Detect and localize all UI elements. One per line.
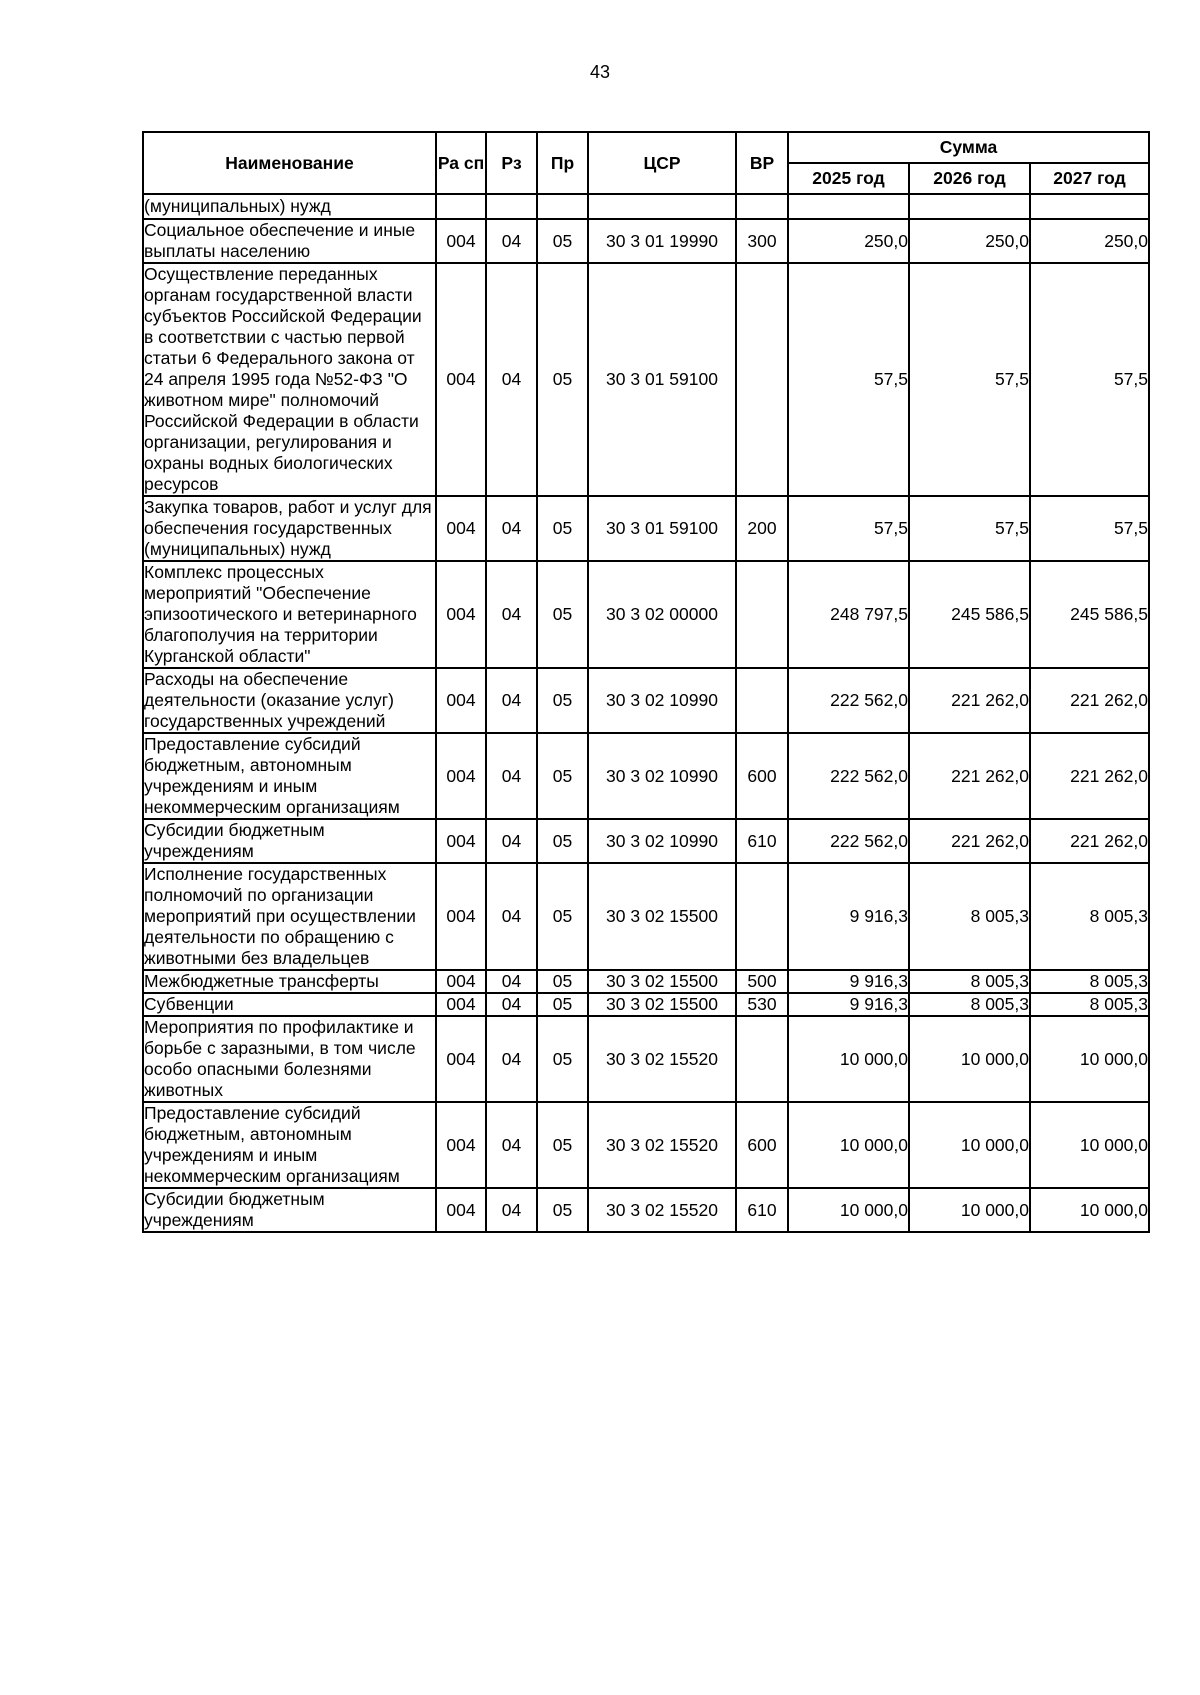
row-name: Расходы на обеспечение деятельности (оказание услуг) государственных учреждений xyxy=(143,668,436,733)
header-rz: Рз xyxy=(486,132,537,194)
row-pr: 05 xyxy=(537,733,588,819)
row-name: Социальное обеспечение и иные выплаты населению xyxy=(143,219,436,263)
row-vr xyxy=(736,263,788,496)
row-2026: 8 005,3 xyxy=(909,970,1030,993)
row-vr: 610 xyxy=(736,819,788,863)
row-rasp: 004 xyxy=(436,496,486,561)
table-row xyxy=(143,819,1149,863)
row-pr: 05 xyxy=(537,668,588,733)
row-rz: 04 xyxy=(486,1016,537,1102)
row-name: Мероприятия по профилактике и борьбе с заразными, в том числе особо опасными болезнями животных xyxy=(143,1016,436,1102)
row-rasp: 004 xyxy=(436,819,486,863)
row-rasp: 004 xyxy=(436,733,486,819)
row-vr xyxy=(736,668,788,733)
header-sum: Сумма xyxy=(788,132,1149,163)
row-rz xyxy=(486,194,537,219)
row-vr: 530 xyxy=(736,993,788,1016)
row-rz: 04 xyxy=(486,819,537,863)
row-2025: 10 000,0 xyxy=(788,1102,909,1188)
header-pr: Пр xyxy=(537,132,588,194)
row-rasp: 004 xyxy=(436,668,486,733)
row-rz: 04 xyxy=(486,970,537,993)
row-vr xyxy=(736,561,788,668)
table-row xyxy=(143,561,1149,668)
row-csr: 30 3 02 15500 xyxy=(588,863,736,970)
table-row xyxy=(143,993,1149,1016)
row-2027: 8 005,3 xyxy=(1030,993,1149,1016)
row-csr: 30 3 02 10990 xyxy=(588,668,736,733)
row-vr xyxy=(736,863,788,970)
row-rz: 04 xyxy=(486,263,537,496)
row-2025: 248 797,5 xyxy=(788,561,909,668)
row-rasp: 004 xyxy=(436,263,486,496)
row-rasp xyxy=(436,194,486,219)
row-csr: 30 3 01 59100 xyxy=(588,496,736,561)
header-vr: ВР xyxy=(736,132,788,194)
row-2025: 9 916,3 xyxy=(788,970,909,993)
row-name: (муниципальных) нужд xyxy=(143,194,436,219)
row-name: Осуществление переданных органам государственной власти субъектов Российской Федерации в соответствии с частью первой статьи 6 Федерального закона от 24 апреля 1995 года №52-ФЗ "О животном мире" полномочий Российской Федерации в области организации, регулирования и охраны водных биологических ресурсов xyxy=(143,263,436,496)
row-2025: 57,5 xyxy=(788,263,909,496)
row-name: Субсидии бюджетным учреждениям xyxy=(143,1188,436,1232)
header-2026: 2026 год xyxy=(909,163,1030,194)
row-2025: 10 000,0 xyxy=(788,1016,909,1102)
row-rasp: 004 xyxy=(436,1016,486,1102)
row-2027: 10 000,0 xyxy=(1030,1188,1149,1232)
row-2026 xyxy=(909,194,1030,219)
header-2025: 2025 год xyxy=(788,163,909,194)
row-2026: 10 000,0 xyxy=(909,1188,1030,1232)
row-rz: 04 xyxy=(486,733,537,819)
row-pr: 05 xyxy=(537,1102,588,1188)
row-csr: 30 3 02 10990 xyxy=(588,733,736,819)
page-number: 43 xyxy=(589,62,611,82)
row-name: Закупка товаров, работ и услуг для обеспечения государственных (муниципальных) нужд xyxy=(143,496,436,561)
row-name: Субвенции xyxy=(143,993,436,1016)
row-2027: 57,5 xyxy=(1030,263,1149,496)
table-row xyxy=(143,863,1149,970)
header-name: Наименование xyxy=(143,132,436,194)
row-2025: 222 562,0 xyxy=(788,733,909,819)
row-vr: 500 xyxy=(736,970,788,993)
row-2026: 221 262,0 xyxy=(909,668,1030,733)
row-2025: 57,5 xyxy=(788,496,909,561)
row-vr xyxy=(736,194,788,219)
row-name: Предоставление субсидий бюджетным, автономным учреждениям и иным некоммерческим организациям xyxy=(143,733,436,819)
row-2025 xyxy=(788,194,909,219)
row-2025: 9 916,3 xyxy=(788,863,909,970)
row-rasp: 004 xyxy=(436,863,486,970)
table-row xyxy=(143,733,1149,819)
budget-table xyxy=(142,131,1150,1233)
row-2027: 57,5 xyxy=(1030,496,1149,561)
header-2027: 2027 год xyxy=(1030,163,1149,194)
row-vr xyxy=(736,1016,788,1102)
table-row xyxy=(143,496,1149,561)
row-name: Субсидии бюджетным учреждениям xyxy=(143,819,436,863)
row-2026: 10 000,0 xyxy=(909,1016,1030,1102)
row-2027: 245 586,5 xyxy=(1030,561,1149,668)
row-2027: 8 005,3 xyxy=(1030,863,1149,970)
row-vr: 200 xyxy=(736,496,788,561)
row-2027: 221 262,0 xyxy=(1030,668,1149,733)
row-name: Межбюджетные трансферты xyxy=(143,970,436,993)
row-csr: 30 3 01 59100 xyxy=(588,263,736,496)
row-vr: 610 xyxy=(736,1188,788,1232)
row-vr: 300 xyxy=(736,219,788,263)
row-vr: 600 xyxy=(736,733,788,819)
row-csr: 30 3 02 10990 xyxy=(588,819,736,863)
row-2026: 8 005,3 xyxy=(909,863,1030,970)
row-2027 xyxy=(1030,194,1149,219)
table-row xyxy=(143,194,1149,219)
row-2025: 222 562,0 xyxy=(788,668,909,733)
table-row xyxy=(143,219,1149,263)
row-pr: 05 xyxy=(537,819,588,863)
row-2026: 10 000,0 xyxy=(909,1102,1030,1188)
row-rasp: 004 xyxy=(436,1188,486,1232)
row-csr: 30 3 02 15500 xyxy=(588,993,736,1016)
row-csr xyxy=(588,194,736,219)
row-vr: 600 xyxy=(736,1102,788,1188)
row-2026: 221 262,0 xyxy=(909,733,1030,819)
row-2027: 8 005,3 xyxy=(1030,970,1149,993)
row-pr: 05 xyxy=(537,1188,588,1232)
header-rasp: Ра сп xyxy=(436,132,486,194)
row-2026: 221 262,0 xyxy=(909,819,1030,863)
row-pr: 05 xyxy=(537,496,588,561)
row-rasp: 004 xyxy=(436,219,486,263)
row-2026: 250,0 xyxy=(909,219,1030,263)
table-row xyxy=(143,1102,1149,1188)
row-csr: 30 3 02 15520 xyxy=(588,1188,736,1232)
row-name: Предоставление субсидий бюджетным, автономным учреждениям и иным некоммерческим организациям xyxy=(143,1102,436,1188)
row-rasp: 004 xyxy=(436,1102,486,1188)
row-csr: 30 3 02 15500 xyxy=(588,970,736,993)
row-rz: 04 xyxy=(486,561,537,668)
row-rasp: 004 xyxy=(436,561,486,668)
row-2025: 250,0 xyxy=(788,219,909,263)
row-2026: 245 586,5 xyxy=(909,561,1030,668)
row-rasp: 004 xyxy=(436,970,486,993)
row-name: Исполнение государственных полномочий по организации мероприятий при осуществлении деятельности по обращению с животными без владельцев xyxy=(143,863,436,970)
row-2027: 10 000,0 xyxy=(1030,1016,1149,1102)
row-csr: 30 3 01 19990 xyxy=(588,219,736,263)
row-2027: 10 000,0 xyxy=(1030,1102,1149,1188)
row-rasp: 004 xyxy=(436,993,486,1016)
row-2026: 57,5 xyxy=(909,263,1030,496)
row-2026: 8 005,3 xyxy=(909,993,1030,1016)
table-row xyxy=(143,970,1149,993)
row-2027: 221 262,0 xyxy=(1030,733,1149,819)
row-2027: 221 262,0 xyxy=(1030,819,1149,863)
row-rz: 04 xyxy=(486,1102,537,1188)
row-rz: 04 xyxy=(486,219,537,263)
row-pr: 05 xyxy=(537,1016,588,1102)
row-2025: 10 000,0 xyxy=(788,1188,909,1232)
row-csr: 30 3 02 00000 xyxy=(588,561,736,668)
row-2026: 57,5 xyxy=(909,496,1030,561)
table-row xyxy=(143,1188,1149,1232)
row-pr xyxy=(537,194,588,219)
row-pr: 05 xyxy=(537,263,588,496)
row-pr: 05 xyxy=(537,970,588,993)
row-rz: 04 xyxy=(486,1188,537,1232)
row-csr: 30 3 02 15520 xyxy=(588,1102,736,1188)
row-rz: 04 xyxy=(486,668,537,733)
row-rz: 04 xyxy=(486,496,537,561)
row-pr: 05 xyxy=(537,561,588,668)
row-pr: 05 xyxy=(537,863,588,970)
row-pr: 05 xyxy=(537,993,588,1016)
header-csr: ЦСР xyxy=(588,132,736,194)
table-row xyxy=(143,1016,1149,1102)
row-2025: 9 916,3 xyxy=(788,993,909,1016)
table-body xyxy=(143,194,1149,1232)
row-name: Комплекс процессных мероприятий "Обеспечение эпизоотического и ветеринарного благополучия на территории Курганской области" xyxy=(143,561,436,668)
row-rz: 04 xyxy=(486,993,537,1016)
row-2027: 250,0 xyxy=(1030,219,1149,263)
row-2025: 222 562,0 xyxy=(788,819,909,863)
row-csr: 30 3 02 15520 xyxy=(588,1016,736,1102)
table-row xyxy=(143,668,1149,733)
row-rz: 04 xyxy=(486,863,537,970)
row-pr: 05 xyxy=(537,219,588,263)
table-row xyxy=(143,263,1149,496)
